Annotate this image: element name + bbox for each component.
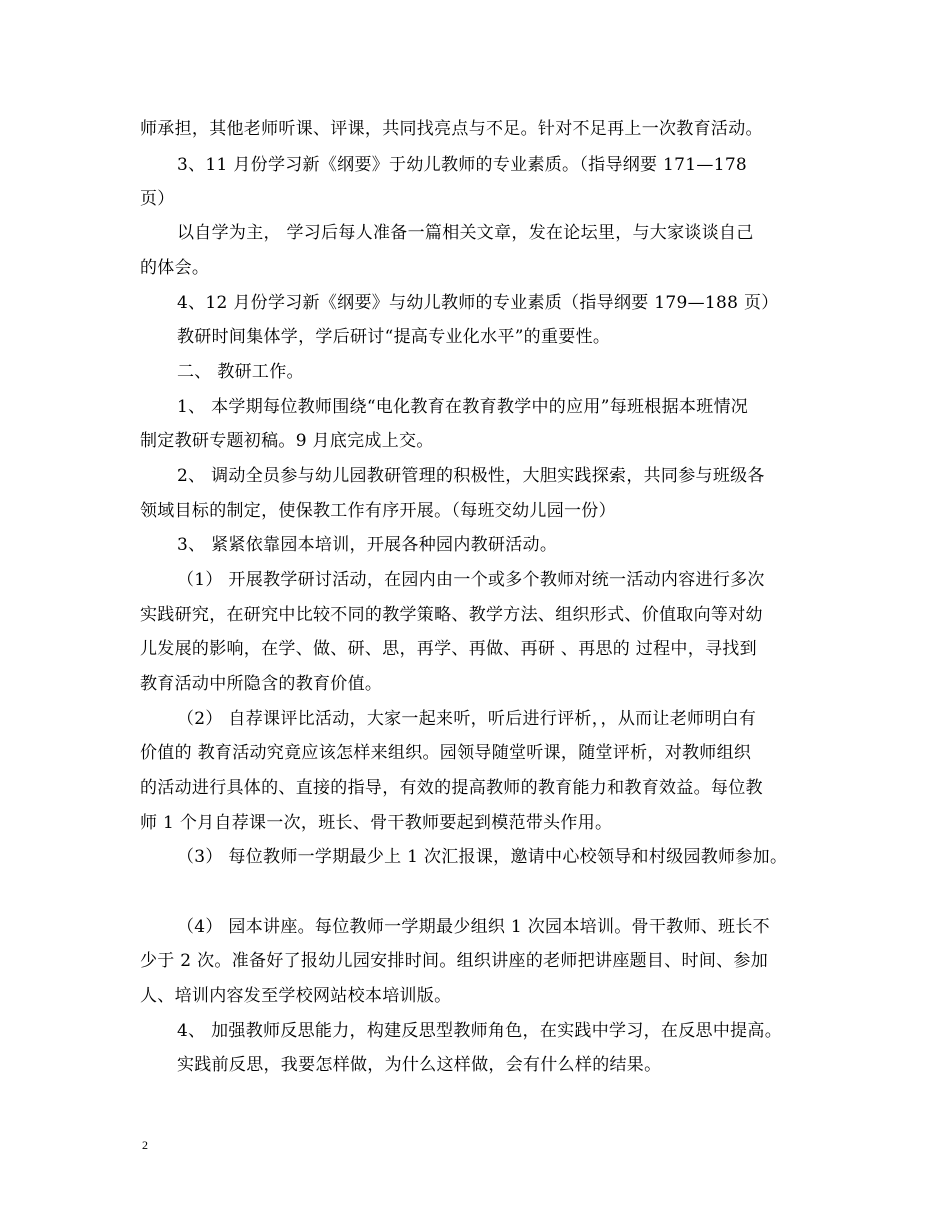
text-line: （2） 自荐课评比活动，大家一起来听，听后进行评析，，从而让老师明白有 xyxy=(177,709,757,729)
text-line: 4、 加强教师反思能力，构建反思型教师角色，在实践中学习，在反思中提高。 xyxy=(177,1021,783,1041)
text-line: （3） 每位教师一学期最少上 1 次汇报课，邀请中心校领导和村级园教师参加。 xyxy=(177,847,788,867)
text-line: 教育活动中所隐含的教育价值。 xyxy=(140,674,383,694)
section-heading: 二、 教研工作。 xyxy=(177,362,304,382)
text-line: 3、 紧紧依靠园本培训，开展各种园内教研活动。 xyxy=(177,535,558,555)
text-line: 实践前反思，我要怎样做，为什么这样做，会有什么样的结果。 xyxy=(177,1055,662,1075)
text-line: 2、 调动全员参与幼儿园教研管理的积极性，大胆实践探索，共同参与班级各 xyxy=(177,466,765,486)
text-line: （1） 开展教学研讨活动，在园内由一个或多个教师对统一活动内容进行多次 xyxy=(177,570,765,590)
text-line: 人、培训内容发至学校网站校本培训版。 xyxy=(140,986,452,1006)
text-line: 领域目标的制定，使保教工作有序开展。（每班交幼儿园一份） xyxy=(140,501,616,521)
text-line: 的体会。 xyxy=(140,258,210,278)
text-line: 以自学为主， 学习后每人准备一篇相关文章，发在论坛里，与大家谈谈自己 xyxy=(177,223,754,243)
text-line: 4、12 月份学习新《纲要》与幼儿教师的专业素质（指导纲要 179—188 页） xyxy=(177,293,779,313)
text-line: 师承担，其他老师听课、评课，共同找亮点与不足。针对不足再上一次教育活动。 xyxy=(140,119,763,139)
text-line: 制定教研专题初稿。9 月底完成上交。 xyxy=(140,431,434,451)
text-line: 的活动进行具体的、直接的指导，有效的提高教师的教育能力和教育效益。每位教 xyxy=(140,778,763,798)
text-line: 教研时间集体学，学后研讨“提高专业化水平”的重要性。 xyxy=(177,327,611,347)
text-line: 儿发展的影响，在学、做、研、思，再学、再做、再研 、再思的 过程中，寻找到 xyxy=(140,639,757,659)
text-line: （4） 园本讲座。每位教师一学期最少组织 1 次园本培训。骨干教师、班长不 xyxy=(177,917,770,937)
text-line: 页） xyxy=(140,189,175,209)
text-line: 1、 本学期每位教师围绕“电化教育在教育教学中的应用”每班根据本班情况 xyxy=(177,397,749,417)
page-number: 2 xyxy=(142,1138,148,1152)
text-line: 师 1 个月自荐课一次，班长、骨干教师要起到模范带头作用。 xyxy=(140,813,613,833)
text-line: 实践研究，在研究中比较不同的教学策略、教学方法、组织形式、价值取向等对幼 xyxy=(140,605,763,625)
text-line: 价值的 教育活动究竟应该怎样来组织。园领导随堂听课，随堂评析，对教师组织 xyxy=(140,743,752,763)
text-line: 少于 2 次。准备好了报幼儿园安排时间。组织讲座的老师把讲座题目、时间、参加 xyxy=(140,951,769,971)
text-line: 3、11 月份学习新《纲要》于幼儿教师的专业素质。（指导纲要 171—178 xyxy=(177,155,748,175)
